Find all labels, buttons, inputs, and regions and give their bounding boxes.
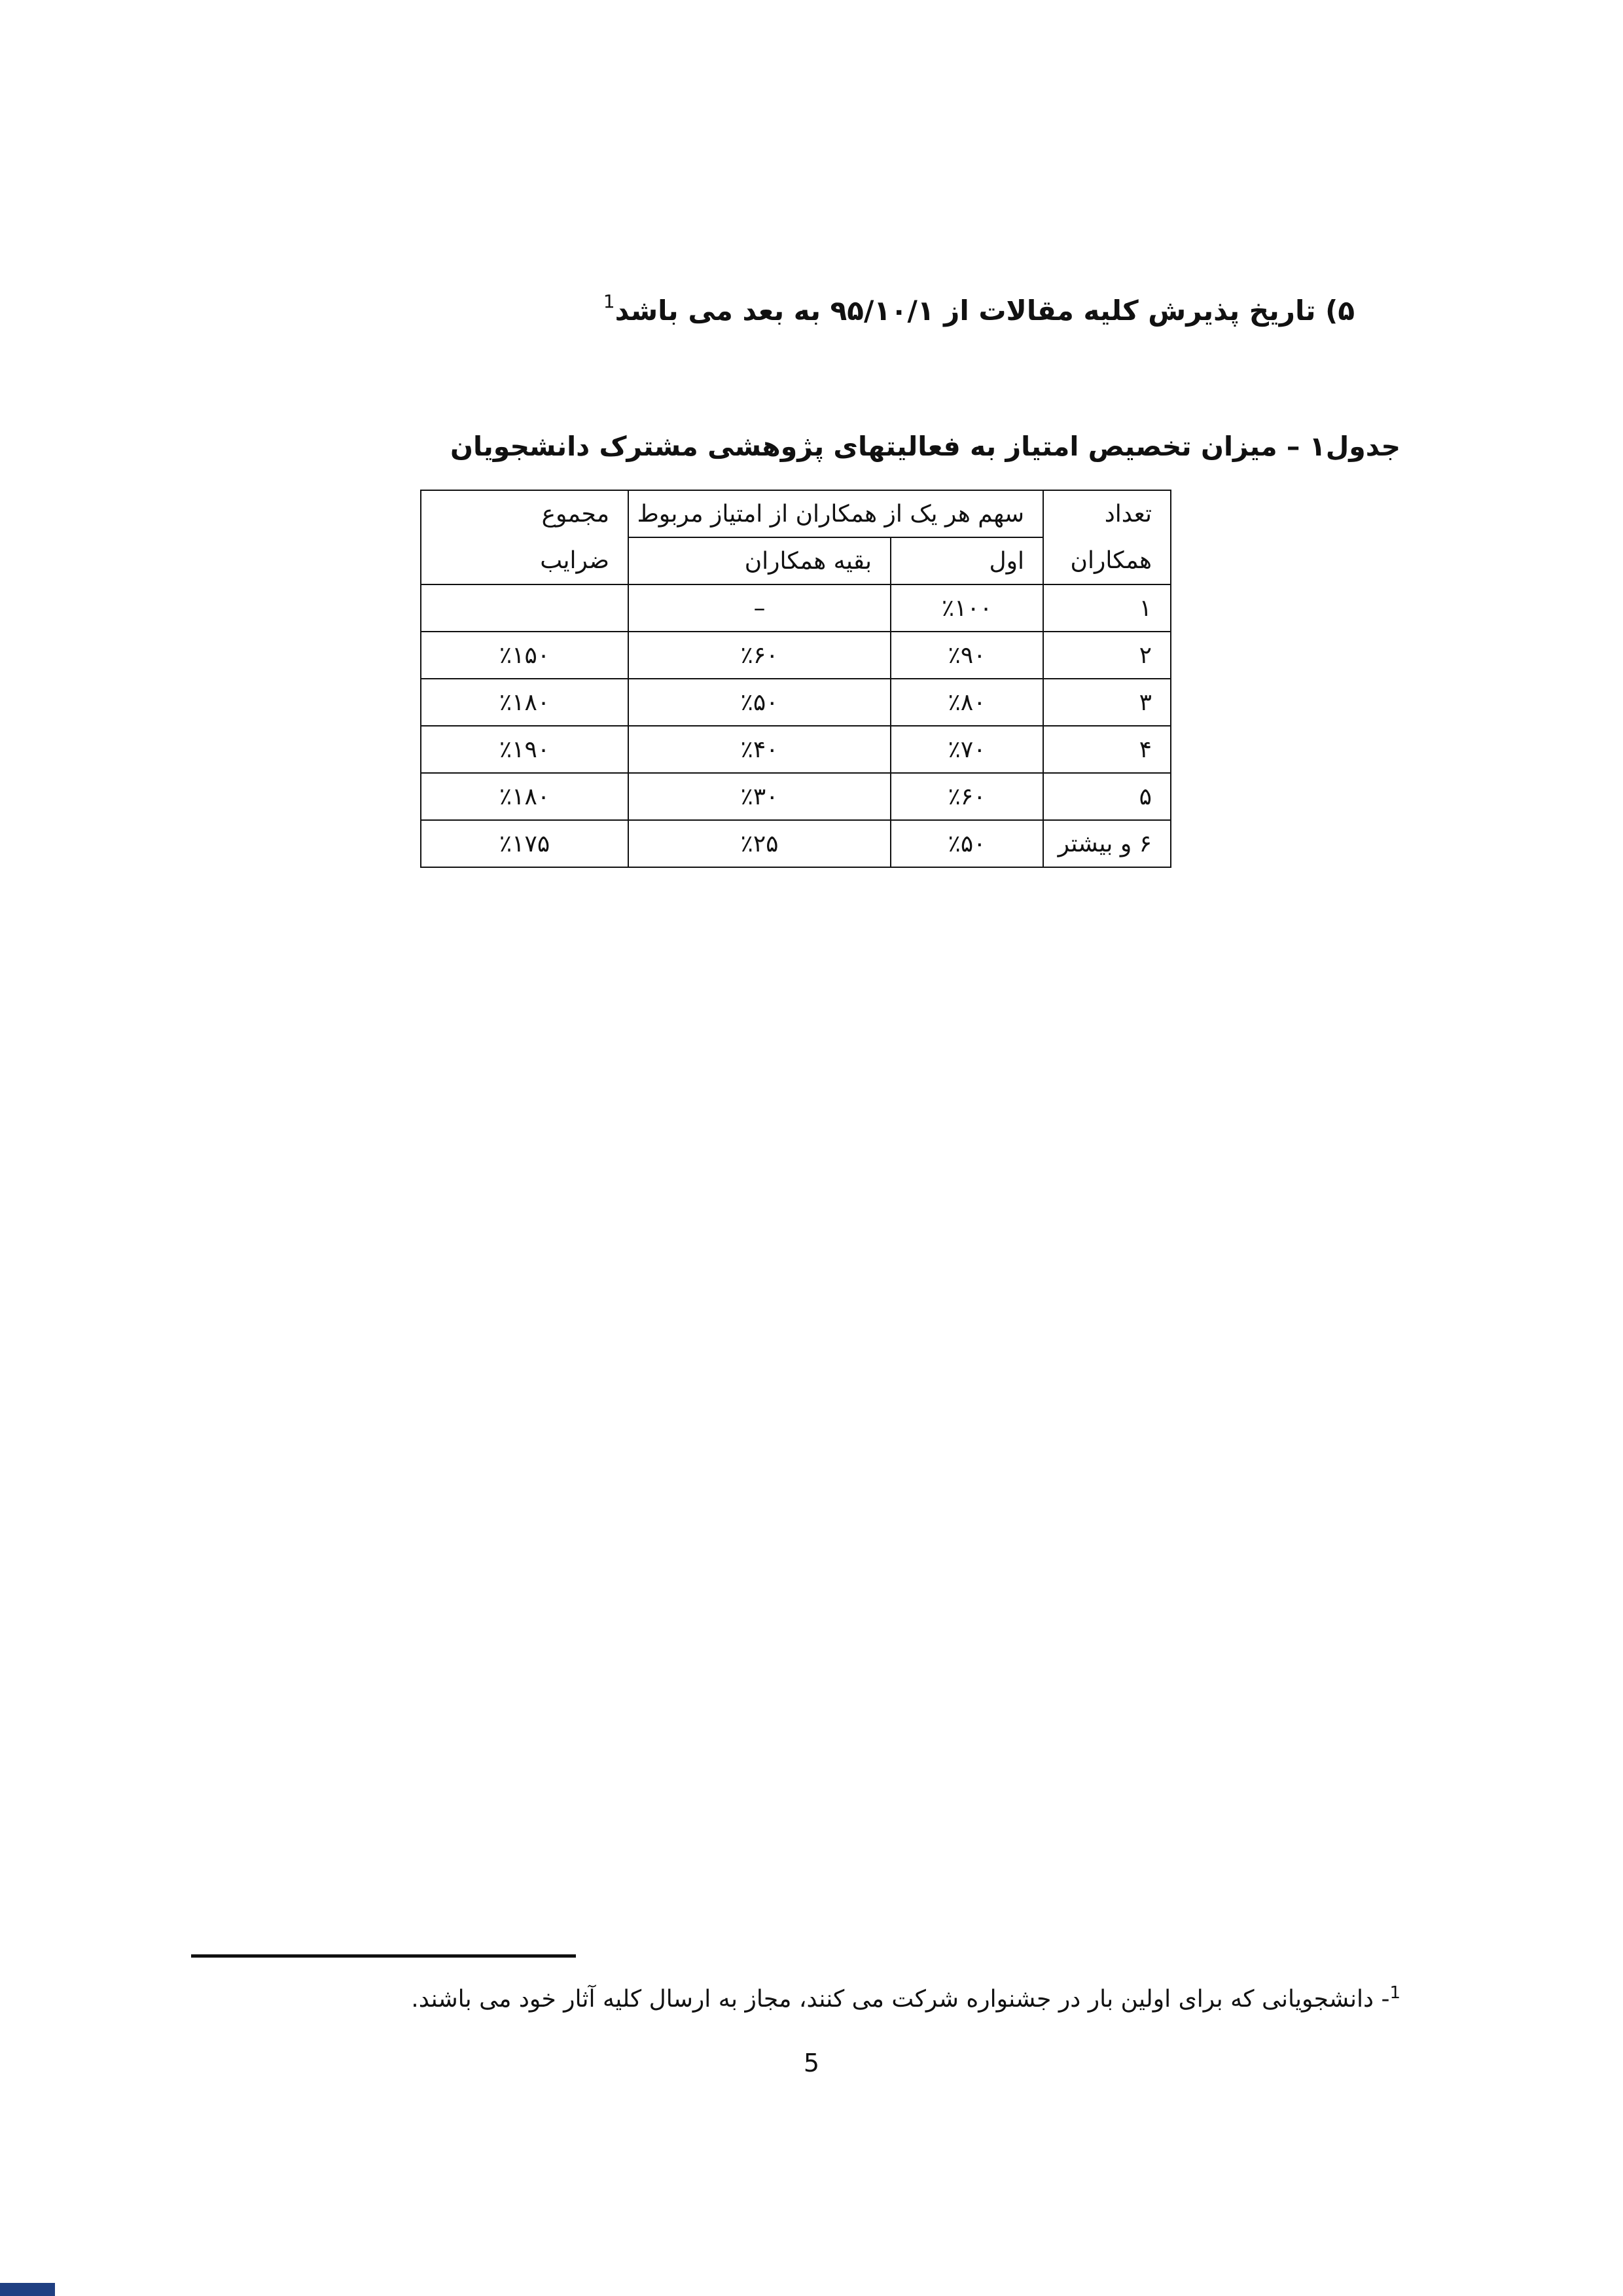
cell-others: – — [628, 584, 891, 632]
header-count-bottom: همکاران — [1043, 537, 1171, 584]
cell-total: ٪۱۸۰ — [421, 679, 628, 726]
header-total-top: مجموع — [421, 490, 628, 537]
cell-others: ٪۳۰ — [628, 773, 891, 820]
header-count-top: تعداد — [1043, 490, 1171, 537]
footnote-marker: 1 — [1389, 1983, 1400, 2003]
cell-count: ۲ — [1043, 632, 1171, 679]
header-share-group: سهم هر یک از همکاران از امتیاز مربوط — [628, 490, 1043, 537]
table-row — [421, 584, 1171, 632]
cell-count: ۳ — [1043, 679, 1171, 726]
score-allocation-table — [420, 490, 1171, 868]
cell-total: ٪۱۸۰ — [421, 773, 628, 820]
cell-others: ٪۲۵ — [628, 820, 891, 867]
site-logo-icon — [0, 2283, 55, 2296]
header-others: بقیه همکاران — [628, 537, 891, 584]
footnote-separator — [191, 1954, 576, 1958]
table-row — [421, 820, 1171, 867]
cell-count: ۴ — [1043, 726, 1171, 773]
cell-first: ٪۹۰ — [891, 632, 1043, 679]
cell-others: ٪۵۰ — [628, 679, 891, 726]
table-row — [421, 726, 1171, 773]
cell-others: ٪۶۰ — [628, 632, 891, 679]
cell-first: ٪۸۰ — [891, 679, 1043, 726]
table-row — [421, 679, 1171, 726]
cell-total: ٪۱۹۰ — [421, 726, 628, 773]
table-header-row-2 — [421, 537, 1171, 584]
cell-count: ۶ و بیشتر — [1043, 820, 1171, 867]
table-row — [421, 632, 1171, 679]
footnote-ref-marker: 1 — [603, 291, 615, 312]
cell-count: ۵ — [1043, 773, 1171, 820]
cell-total: ٪۱۷۵ — [421, 820, 628, 867]
table-header-row-1 — [421, 490, 1171, 537]
page-number: 5 — [803, 2049, 820, 2077]
cell-first: ٪۵۰ — [891, 820, 1043, 867]
table-row — [421, 773, 1171, 820]
footnote — [92, 1983, 1400, 2013]
cell-total — [421, 584, 628, 632]
cell-others: ٪۴۰ — [628, 726, 891, 773]
cell-first: ٪۷۰ — [891, 726, 1043, 773]
table-caption: جدول۱ – میزان تخصیص امتیاز به فعالیتهای پژوهشی مشترک دانشجویان — [450, 431, 1400, 462]
item-5-text: ۵) تاریخ پذیرش کلیه مقالات از ۹۵/۱۰/۱ به بعد می باشد — [615, 295, 1355, 327]
footnote-text: - دانشجویانی که برای اولین بار در جشنواره شرکت می کنند، مجاز به ارسال کلیه آثار خود می باشند. — [411, 1986, 1390, 2013]
header-total-bottom: ضرایب — [421, 537, 628, 584]
item-5-statement — [438, 293, 1355, 327]
header-first: اول — [891, 537, 1043, 584]
cell-first: ٪۱۰۰ — [891, 584, 1043, 632]
cell-count: ۱ — [1043, 584, 1171, 632]
cell-total: ٪۱۵۰ — [421, 632, 628, 679]
cell-first: ٪۶۰ — [891, 773, 1043, 820]
